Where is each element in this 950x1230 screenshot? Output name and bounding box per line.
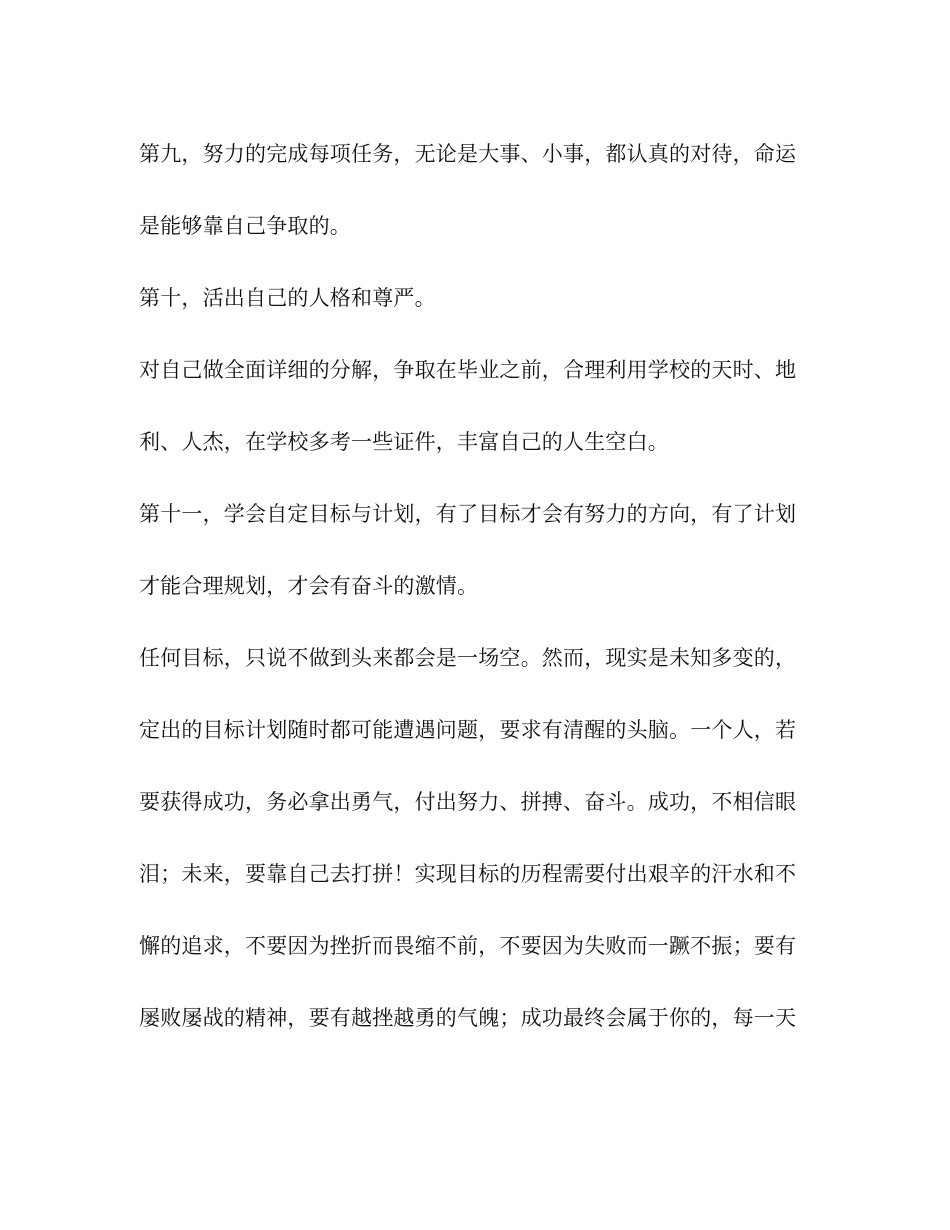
text-line-10: 要获得成功，务必拿出勇气，付出努力、拼搏、奋斗。成功，不相信眼 (139, 790, 797, 814)
text-line-2: 是能够靠自己争取的。 (139, 214, 351, 238)
text-line-1: 第九，努力的完成每项任务，无论是大事、小事，都认真的对待，命运 (139, 142, 797, 166)
text-line-9: 定出的目标计划随时都可能遭遇问题，要求有清醒的头脑。一个人，若 (139, 718, 797, 742)
text-line-8: 任何目标，只说不做到头来都会是一场空。然而，现实是未知多变的， (139, 646, 797, 670)
text-line-5: 利、人杰，在学校多考一些证件，丰富自己的人生空白。 (139, 430, 669, 454)
text-line-3: 第十，活出自己的人格和尊严。 (139, 286, 436, 310)
text-line-4: 对自己做全面详细的分解，争取在毕业之前，合理利用学校的天时、地 (139, 358, 797, 382)
text-line-11: 泪；未来，要靠自己去打拼！实现目标的历程需要付出艰辛的汗水和不 (139, 862, 797, 886)
text-line-12: 懈的追求，不要因为挫折而畏缩不前，不要因为失败而一蹶不振；要有 (139, 934, 797, 958)
text-line-13: 屡败屡战的精神，要有越挫越勇的气魄；成功最终会属于你的，每一天 (139, 1006, 797, 1030)
text-line-7: 才能合理规划，才会有奋斗的激情。 (139, 574, 479, 598)
text-line-6: 第十一，学会自定目标与计划，有了目标才会有努力的方向，有了计划 (139, 502, 797, 526)
